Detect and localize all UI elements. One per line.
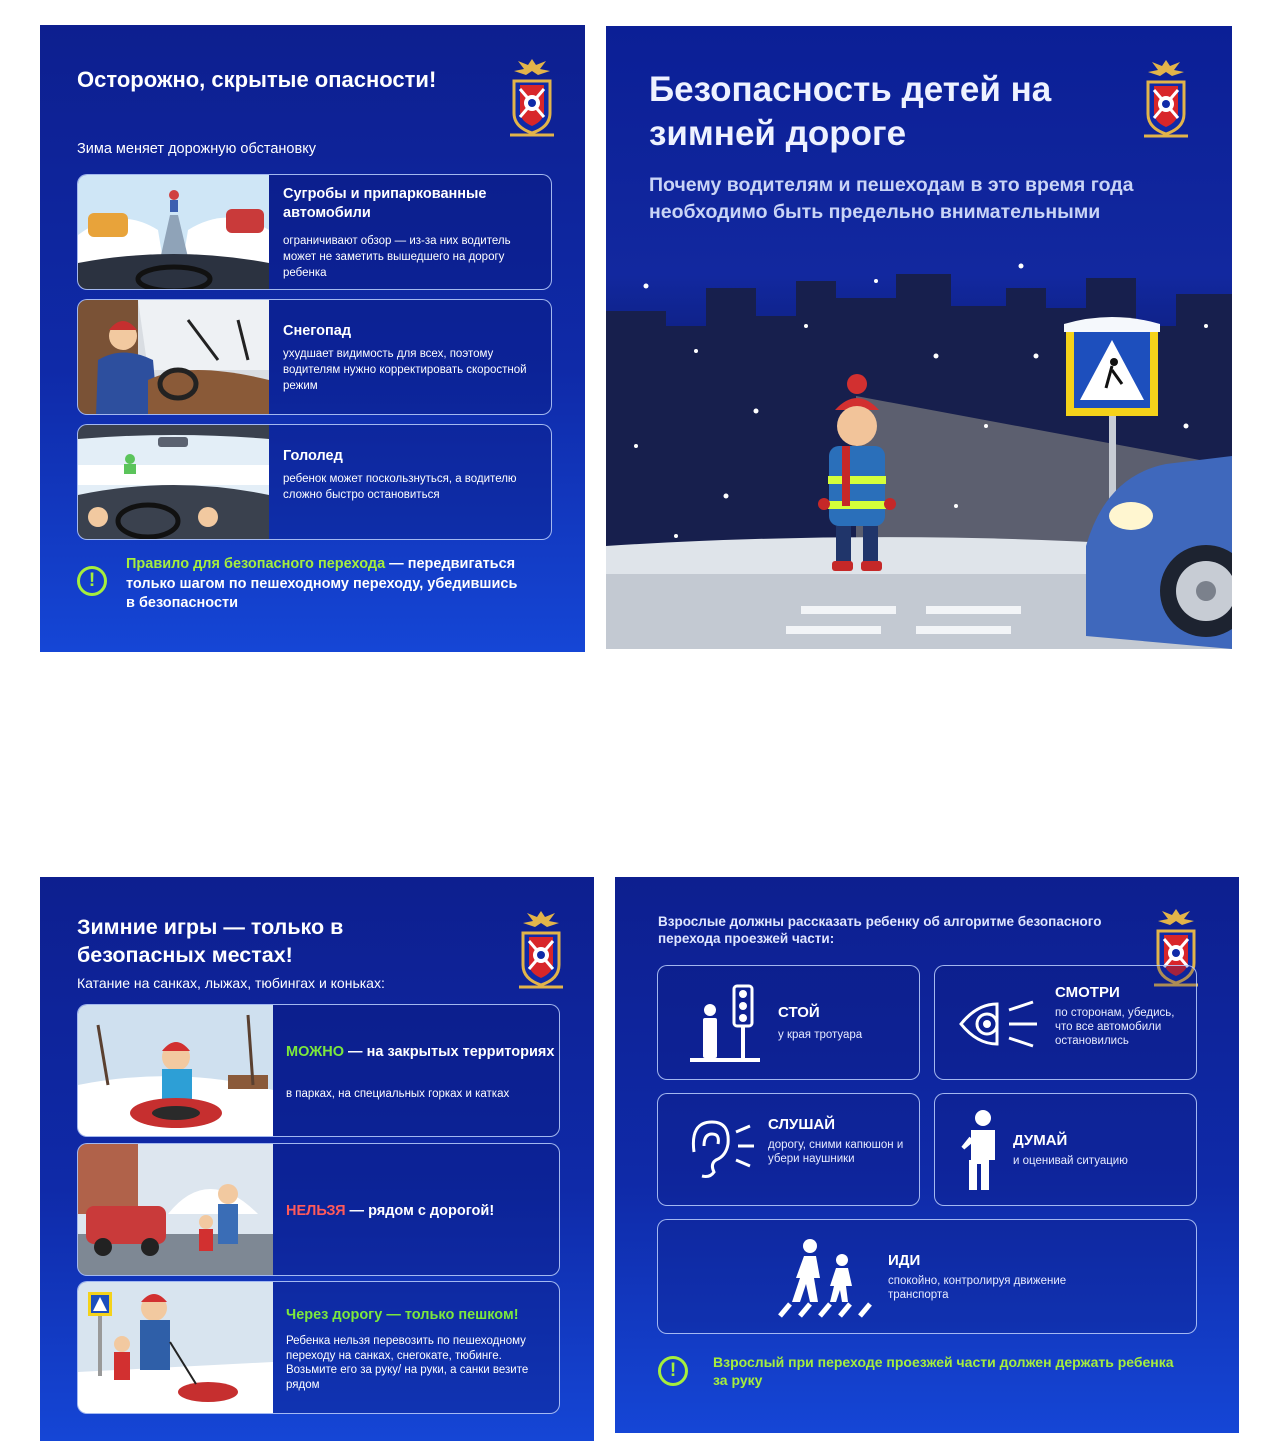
panel1-title: Осторожно, скрытые опасности! [77, 67, 437, 92]
step-heading: СТОЙ [778, 1004, 820, 1021]
step-desc: дорогу, сними капюшон и убери наушники [768, 1139, 904, 1165]
card-heading [286, 1202, 556, 1221]
card-desc: Ребенка нельзя перевозить по пешеходному переходу на санках, снегокате, тюбинге. Возьмите его за руку/ на руки, а санки везите рядом [286, 1335, 529, 1391]
step-desc: у края тротуара [778, 1029, 863, 1041]
card-snowfall [77, 299, 552, 415]
panel-winter-games [40, 877, 594, 1441]
sledding-park-illustration [78, 1005, 273, 1137]
panel-winter-road-safety [606, 26, 1232, 649]
rule-highlight: Правило для безопасного перехода [126, 556, 386, 572]
warning-exclamation-icon: ! [77, 566, 107, 596]
step-heading: ДУМАЙ [1013, 1132, 1068, 1149]
panel-crossing-algorithm [615, 877, 1239, 1433]
card-desc: ограничивают обзор — из-за них водитель может не заметить вышедшего на дорогу ребенка [283, 235, 511, 279]
card-heading: Сугробы и припаркованные автомобили [283, 186, 487, 221]
panel2-title: Безопасность детей на зимней дороге [649, 70, 1052, 153]
card-crossing [77, 1281, 560, 1414]
panel1-subtitle: Зима меняет дорожную обстановку [77, 141, 316, 157]
step-desc: спокойно, контролируя движение транспорта [888, 1275, 1067, 1301]
allowed-heading: — на закрытых территориях [344, 1044, 555, 1060]
snowdrifts-illustration [78, 175, 269, 290]
crossing-heading: Через дорогу — только пешком! [286, 1307, 519, 1323]
warning-exclamation-icon: ! [658, 1356, 688, 1386]
panel2-subtitle: Почему водителям и пешеходам в это время года необходимо быть предельно внимательными [649, 174, 1134, 223]
crossing-on-foot-illustration [78, 1282, 273, 1414]
traffic-light-icon [688, 984, 764, 1064]
card-forbidden [77, 1143, 560, 1276]
forbidden-heading: — рядом с дорогой! [345, 1203, 495, 1219]
step-desc: по сторонам, убедись, что все автомобили остановились [1055, 1007, 1175, 1047]
step-desc: и оценивай ситуацию [1013, 1155, 1128, 1167]
ice-illustration [78, 425, 269, 540]
rule-text: — передвигаться только шагом по пешеходному переходу, убедившись в безопасности [126, 556, 518, 611]
ear-icon [680, 1116, 756, 1182]
card-heading: Гололед [283, 448, 343, 464]
step-go [657, 1219, 1197, 1334]
allowed-label: МОЖНО [286, 1044, 345, 1060]
forbidden-label: НЕЛЬЗЯ [286, 1203, 346, 1219]
card-snowdrifts [77, 174, 552, 290]
panel3-subtitle: Катание на санках, лыжах, тюбингах и коньках: [77, 975, 385, 991]
police-emblem-icon [506, 55, 558, 141]
panel4-intro: Взрослые должны рассказать ребенку об алгоритме безопасного перехода проезжей части: [658, 914, 1102, 946]
card-desc: ухудшает видимость для всех, поэтому водителям нужно корректировать скоростной режим [283, 348, 527, 392]
panel3-title: Зимние игры — только в безопасных местах! [77, 915, 344, 967]
police-emblem-icon [515, 907, 567, 993]
eye-icon [957, 996, 1041, 1052]
panel-hidden-dangers [40, 25, 585, 652]
panel4-rule: Взрослый при переходе проезжей части должен держать ребенка за руку [713, 1354, 1174, 1388]
thinking-person-icon [959, 1108, 1003, 1192]
card-desc: в парках, на специальных горках и катках [286, 1088, 510, 1100]
card-heading: Снегопад [283, 323, 352, 339]
step-listen [657, 1093, 920, 1206]
walking-people-icon [776, 1238, 876, 1318]
road-danger-illustration [78, 1144, 273, 1276]
card-desc: ребенок может поскользнуться, а водителю сложно быстро остановиться [283, 473, 517, 501]
snowfall-illustration [78, 300, 269, 415]
step-heading: СЛУШАЙ [768, 1116, 836, 1133]
police-emblem-icon [1140, 56, 1192, 142]
panel1-rule [126, 555, 526, 614]
card-allowed [77, 1004, 560, 1137]
step-heading: ИДИ [888, 1252, 921, 1269]
step-stop [657, 965, 920, 1080]
card-ice [77, 424, 552, 540]
step-heading: СМОТРИ [1055, 984, 1120, 1001]
card-heading [286, 1043, 556, 1062]
step-think [934, 1093, 1197, 1206]
step-look [934, 965, 1197, 1080]
